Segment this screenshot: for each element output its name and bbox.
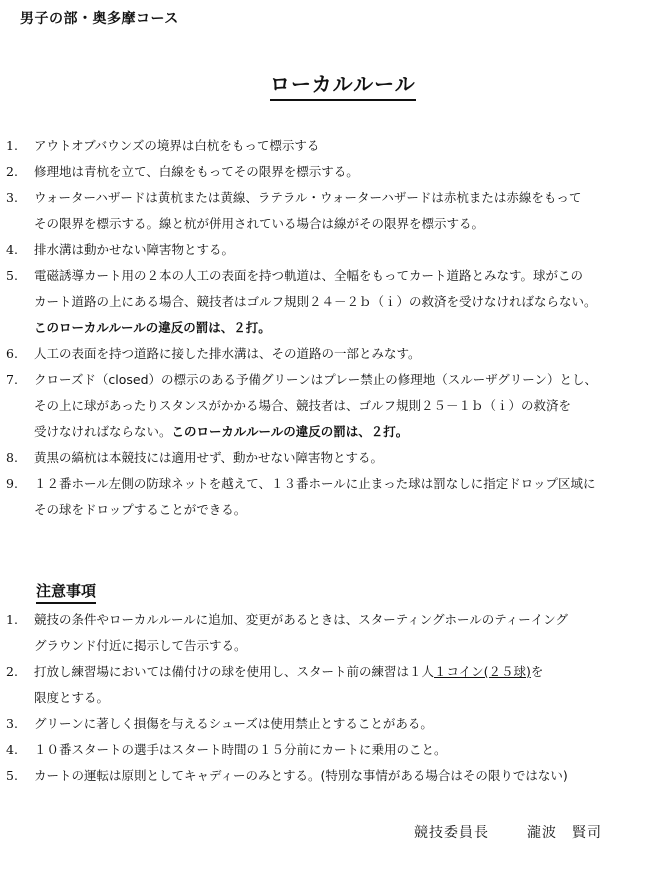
- rule-item-5: [0, 263, 659, 341]
- coin-underlined-text: １コイン(２５球): [434, 664, 531, 679]
- signature-name: 瀧波 賢司: [527, 825, 602, 841]
- rule-text: 人工の表面を持つ道路に接した排水溝は、その道路の一部とみなす。: [34, 346, 421, 361]
- rule-number: 3.: [6, 190, 18, 205]
- penalty-text: このローカルルールの違反の罰は、２打。: [171, 424, 409, 439]
- rule-text: 電磁誘導カート用の２本の人工の表面を持つ軌道は、全幅をもってカート道路とみなす。球がこの: [34, 268, 584, 283]
- rule-number: 7.: [6, 372, 18, 387]
- note-item-3: [0, 711, 659, 737]
- rule-text: クローズド（closed）の標示のある予備グリーンはプレー禁止の修理地（スルーザグリーン）とし、: [34, 372, 598, 387]
- rule-text: アウトオブバウンズの境界は白杭をもって標示する: [34, 138, 320, 153]
- rule-text: １２番ホール左側の防球ネットを越えて、１３番ホールに止まった球は罰なしに指定ドロップ区域に: [34, 476, 596, 491]
- rule-item-1: [0, 133, 659, 159]
- note-item-2: [0, 659, 659, 711]
- rule-text: その球をドロップすることができる。: [34, 502, 247, 517]
- course-header: 男子の部・奥多摩コース: [20, 11, 179, 27]
- rule-text: その限界を標示する。線と杭が併用されている場合は線がその限界を標示する。: [34, 216, 485, 231]
- rule-text: ウォーターハザードは黄杭または黄線、ラテラル・ウォーターハザードは赤杭または赤線をもって: [34, 190, 582, 205]
- note-item-1: [0, 607, 659, 659]
- note-text: 競技の条件やローカルルールに追加、変更があるときは、スターティングホールのティーイング: [34, 612, 568, 627]
- rule-number: 2.: [6, 164, 18, 179]
- note-text: グラウンド付近に掲示して告示する。: [34, 638, 247, 653]
- rule-item-8: [0, 445, 659, 471]
- notes-list: [0, 607, 659, 789]
- rule-number: 5.: [6, 268, 18, 283]
- note-number: 3.: [6, 716, 18, 731]
- note-text-first: [34, 659, 659, 685]
- rule-item-2: [0, 159, 659, 185]
- note-text: グリーンに著しく損傷を与えるシューズは使用禁止とすることがある。: [34, 716, 433, 731]
- note-number: 1.: [6, 612, 18, 627]
- penalty-text: このローカルルールの違反の罰は、２打。: [34, 320, 271, 335]
- rule-item-6: [0, 341, 659, 367]
- local-rules-list: [0, 133, 659, 523]
- rule-item-9: [0, 471, 659, 523]
- rule-item-3: [0, 185, 659, 237]
- signature: [414, 822, 602, 842]
- note-text: 限度とする。: [34, 690, 110, 705]
- rule-number: 9.: [6, 476, 18, 491]
- note-text: １０番スタートの選手はスタート時間の１５分前にカートに乗用のこと。: [34, 742, 447, 757]
- rule-number: 6.: [6, 346, 18, 361]
- note-text: 打放し練習場においては備付けの球を使用し、スタート前の練習は１人: [34, 664, 435, 679]
- rule-item-7: [0, 367, 659, 445]
- rule-text: 排水溝は動かせない障害物とする。: [34, 242, 235, 257]
- note-number: 4.: [6, 742, 18, 757]
- note-number: 2.: [6, 664, 18, 679]
- rule-number: 4.: [6, 242, 18, 257]
- rule-text: 修理地は青杭を立て、白線をもってその限界を標示する。: [34, 164, 359, 179]
- note-item-5: [0, 763, 659, 789]
- rule-text: 受けなければならない。: [34, 424, 172, 439]
- rule-text: カート道路の上にある場合、競技者はゴルフ規則２４－２ｂ（ｉ）の救済を受けなければならない。: [34, 294, 597, 309]
- note-text: を: [530, 664, 544, 679]
- rule-text: その上に球があったりスタンスがかかる場合、競技者は、ゴルフ規則２５－１ｂ（ｉ）の救済を: [34, 398, 572, 413]
- note-text: カートの運転は原則としてキャディーのみとする。(特別な事情がある場合はその限りではない): [34, 768, 568, 783]
- note-number: 5.: [6, 768, 18, 783]
- note-item-4: [0, 737, 659, 763]
- notes-heading: 注意事項: [36, 580, 96, 604]
- rule-text-last: [34, 419, 659, 445]
- rule-number: 1.: [6, 138, 18, 153]
- signature-role: 競技委員長: [414, 825, 489, 841]
- page-title: ローカルルール: [270, 68, 416, 101]
- rule-number: 8.: [6, 450, 18, 465]
- rule-item-4: [0, 237, 659, 263]
- rule-text: 黄黒の縞杭は本競技には適用せず、動かせない障害物とする。: [34, 450, 384, 465]
